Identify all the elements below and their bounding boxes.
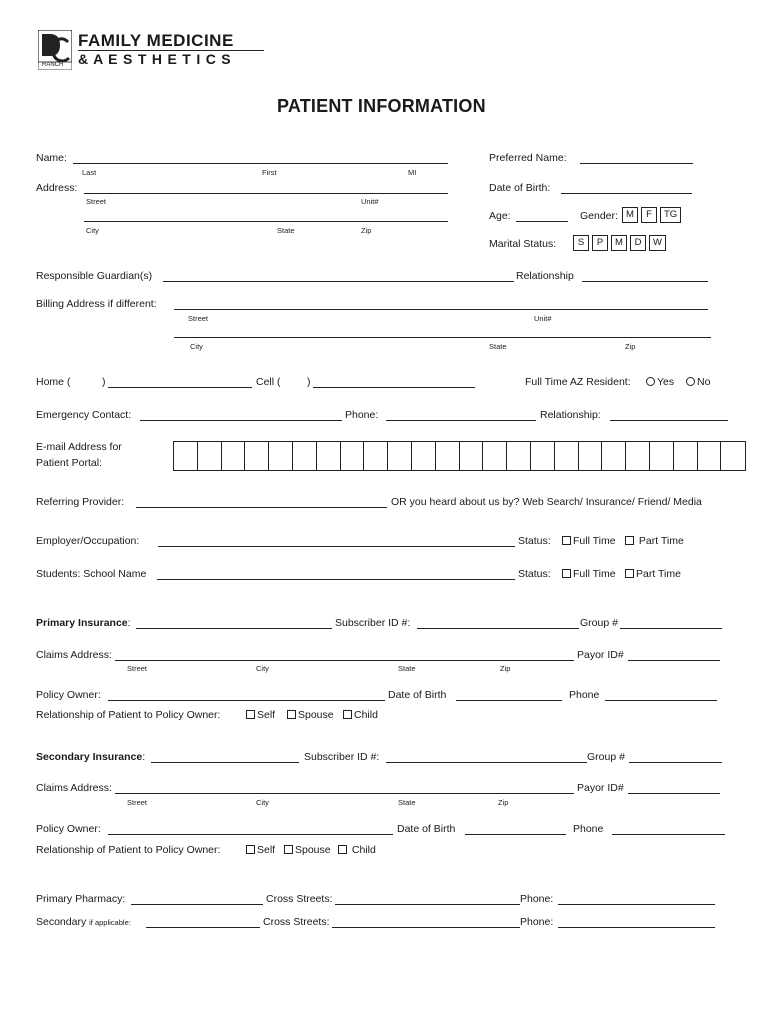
primary-payor-field[interactable] [628,660,720,661]
primary-self-option[interactable] [246,709,275,721]
secondary-claims-label: Claims Address: [36,782,112,794]
preferred-name-label: Preferred Name: [489,152,567,164]
secondary-zip-caption: Zip [498,798,509,807]
primary-claims-field[interactable] [115,660,574,661]
students-status-label: Status: [518,568,551,580]
primary-child-option[interactable] [343,709,378,721]
radio-icon [686,377,695,386]
students-full-label: Full Time [573,568,616,580]
emergency-relationship-field[interactable] [610,420,728,421]
primary-phone-label: Phone [569,689,600,701]
preferred-name-field[interactable] [580,163,693,164]
checkbox-icon [343,710,352,719]
age-field[interactable] [516,221,568,222]
name-mi-caption: MI [408,168,417,177]
primary-insurance-field[interactable] [136,628,332,629]
gender-label: Gender: [580,210,618,222]
secondary-pharmacy-label [36,916,131,928]
address-street-field[interactable] [84,193,448,194]
employer-status-label: Status: [518,535,551,547]
secondary-subscriber-label: Subscriber ID #: [304,751,380,763]
primary-pharmacy-label: Primary Pharmacy: [36,893,126,905]
secondary-street-caption: Street [127,798,148,807]
primary-subscriber-label: Subscriber ID #: [335,617,411,629]
school-name-field[interactable] [157,579,515,580]
guardian-relationship-label: Relationship [516,270,574,282]
secondary-pharmacy-word: Secondary [36,916,87,928]
primary-policy-owner-field[interactable] [108,700,385,701]
guardian-label: Responsible Guardian(s) [36,270,153,282]
primary-zip-caption: Zip [500,664,511,673]
secondary-group-field[interactable] [629,762,722,763]
address-zip-caption: Zip [361,226,372,235]
primary-pharmacy-phone-label: Phone: [520,893,554,905]
referring-or-text: OR you heard about us by? Web Search/ Insurance/ Friend/ Media [391,496,702,508]
secondary-insurance-colon: : [142,751,146,763]
students-part-time-option[interactable] [625,568,681,580]
secondary-relationship-label: Relationship of Patient to Policy Owner: [36,844,221,856]
secondary-payor-field[interactable] [628,793,720,794]
marital-option-m[interactable]: M [611,235,627,251]
name-label: Name: [36,152,67,164]
marital-option-d[interactable]: D [630,235,646,251]
checkbox-icon [625,569,634,578]
primary-insurance-title: Primary Insurance [36,617,128,629]
guardian-relationship-field[interactable] [582,281,708,282]
secondary-child-option[interactable] [338,844,376,856]
employer-full-label: Full Time [573,535,616,547]
primary-insurance-colon: : [127,617,131,629]
logo-line2: & A E S T H E T I C S [78,51,232,67]
primary-phone-field[interactable] [605,700,717,701]
gender-option-f[interactable]: F [641,207,657,223]
marital-option-s[interactable]: S [573,235,589,251]
employer-label: Employer/Occupation: [36,535,140,547]
billing-state-caption: State [489,342,507,351]
secondary-phone-field[interactable] [612,834,725,835]
checkbox-icon [284,845,293,854]
home-phone-label: Home ( [36,376,71,388]
employer-part-time-option[interactable] [625,535,684,547]
email-label-1: E-mail Address for [36,441,122,453]
students-full-time-option[interactable] [562,568,616,580]
az-yes-label: Yes [657,376,675,388]
page-title: PATIENT INFORMATION [277,96,486,116]
radio-icon [646,377,655,386]
secondary-spouse-label: Spouse [295,844,331,856]
age-label: Age: [489,210,511,222]
secondary-policy-owner-field[interactable] [108,834,393,835]
gender-options [622,207,684,223]
secondary-payor-label: Payor ID# [577,782,624,794]
guardian-field[interactable] [163,281,514,282]
billing-street-caption: Street [188,314,209,323]
secondary-phone-label: Phone [573,823,604,835]
address-street-caption: Street [86,197,107,206]
referring-field[interactable] [136,507,387,508]
primary-state-caption: State [398,664,416,673]
cell-phone-label: Cell ( [256,376,281,388]
email-label-2: Patient Portal: [36,457,102,469]
billing-label: Billing Address if different: [36,298,157,310]
secondary-pharmacy-phone-label: Phone: [520,916,554,928]
gender-option-tg[interactable]: TG [660,207,681,223]
primary-group-label: Group # [580,617,618,629]
secondary-cross-streets-field[interactable] [332,927,520,928]
address-label: Address: [36,182,78,194]
secondary-claims-field[interactable] [115,793,574,794]
primary-dob-field[interactable] [456,700,562,701]
marital-options [573,235,669,251]
secondary-cross-streets-label: Cross Streets: [263,916,330,928]
az-resident-label: Full Time AZ Resident: [525,376,631,388]
primary-city-caption: City [256,664,269,673]
secondary-insurance-field[interactable] [151,762,299,763]
secondary-self-label: Self [257,844,276,856]
primary-spouse-option[interactable] [287,709,334,721]
address-state-caption: State [277,226,295,235]
secondary-pharmacy-phone-field[interactable] [558,927,715,928]
address-city-caption: City [86,226,99,235]
primary-spouse-label: Spouse [298,709,334,721]
primary-self-label: Self [257,709,276,721]
secondary-city-caption: City [256,798,269,807]
logo-line1: FAMILY MEDICINE [78,31,234,50]
cell-phone-paren: ) [307,376,311,388]
primary-subscriber-field[interactable] [417,628,579,629]
emergency-relationship-label: Relationship: [540,409,601,421]
cell-phone-field[interactable] [313,387,475,388]
name-last-caption: Last [82,168,97,177]
billing-unit-caption: Unit# [534,314,552,323]
billing-city-field[interactable] [174,337,711,338]
emergency-phone-label: Phone: [345,409,379,421]
checkbox-icon [562,536,571,545]
address-unit-caption: Unit# [361,197,379,206]
primary-claims-label: Claims Address: [36,649,112,661]
home-phone-field[interactable] [108,387,252,388]
primary-street-caption: Street [127,664,148,673]
checkbox-icon [338,845,347,854]
billing-zip-caption: Zip [625,342,636,351]
az-no-label: No [697,376,711,388]
secondary-dob-field[interactable] [465,834,566,835]
primary-policy-owner-label: Policy Owner: [36,689,101,701]
students-part-label: Part Time [636,568,681,580]
employer-full-time-option[interactable] [562,535,616,547]
email-grid[interactable] [173,441,746,471]
secondary-insurance-title: Secondary Insurance [36,751,143,763]
primary-pharmacy-phone-field[interactable] [558,904,715,905]
secondary-pharmacy-field[interactable] [146,927,260,928]
primary-group-field[interactable] [620,628,722,629]
referring-label: Referring Provider: [36,496,125,508]
secondary-state-caption: State [398,798,416,807]
primary-cross-streets-label: Cross Streets: [266,893,333,905]
students-label: Students: School Name [36,568,147,580]
checkbox-icon [562,569,571,578]
az-yes-option[interactable] [646,376,674,388]
secondary-policy-owner-label: Policy Owner: [36,823,101,835]
marital-label: Marital Status: [489,238,557,250]
checkbox-icon [625,536,634,545]
emergency-label: Emergency Contact: [36,409,132,421]
secondary-dob-label: Date of Birth [397,823,456,835]
dob-label: Date of Birth: [489,182,551,194]
primary-child-label: Child [354,709,378,721]
logo-ranch: RANCH [42,62,64,68]
secondary-subscriber-field[interactable] [386,762,587,763]
emergency-phone-field[interactable] [386,420,536,421]
emergency-field[interactable] [140,420,342,421]
primary-payor-label: Payor ID# [577,649,624,661]
employer-field[interactable] [158,546,515,547]
checkbox-icon [287,710,296,719]
secondary-group-label: Group # [587,751,625,763]
primary-dob-label: Date of Birth [388,689,447,701]
marital-option-p[interactable]: P [592,235,608,251]
primary-pharmacy-field[interactable] [131,904,263,905]
secondary-spouse-option[interactable] [284,844,331,856]
name-first-caption: First [262,168,277,177]
secondary-self-option[interactable] [246,844,275,856]
primary-cross-streets-field[interactable] [335,904,520,905]
primary-relationship-label: Relationship of Patient to Policy Owner: [36,709,221,721]
address-city-field[interactable] [84,221,448,222]
primary-insurance-label [36,617,131,629]
az-no-option[interactable] [686,376,710,388]
gender-option-m[interactable]: M [622,207,638,223]
home-phone-paren: ) [102,376,106,388]
secondary-child-label: Child [351,844,376,856]
marital-option-w[interactable]: W [649,235,666,251]
if-applicable-note: if applicable: [89,918,131,927]
secondary-insurance-label [36,751,145,763]
checkbox-icon [246,845,255,854]
dob-field[interactable] [561,193,692,194]
billing-street-field[interactable] [174,309,708,310]
billing-city-caption: City [190,342,203,351]
checkbox-icon [246,710,255,719]
employer-part-label: Part Time [638,535,684,547]
name-field[interactable] [73,163,448,164]
